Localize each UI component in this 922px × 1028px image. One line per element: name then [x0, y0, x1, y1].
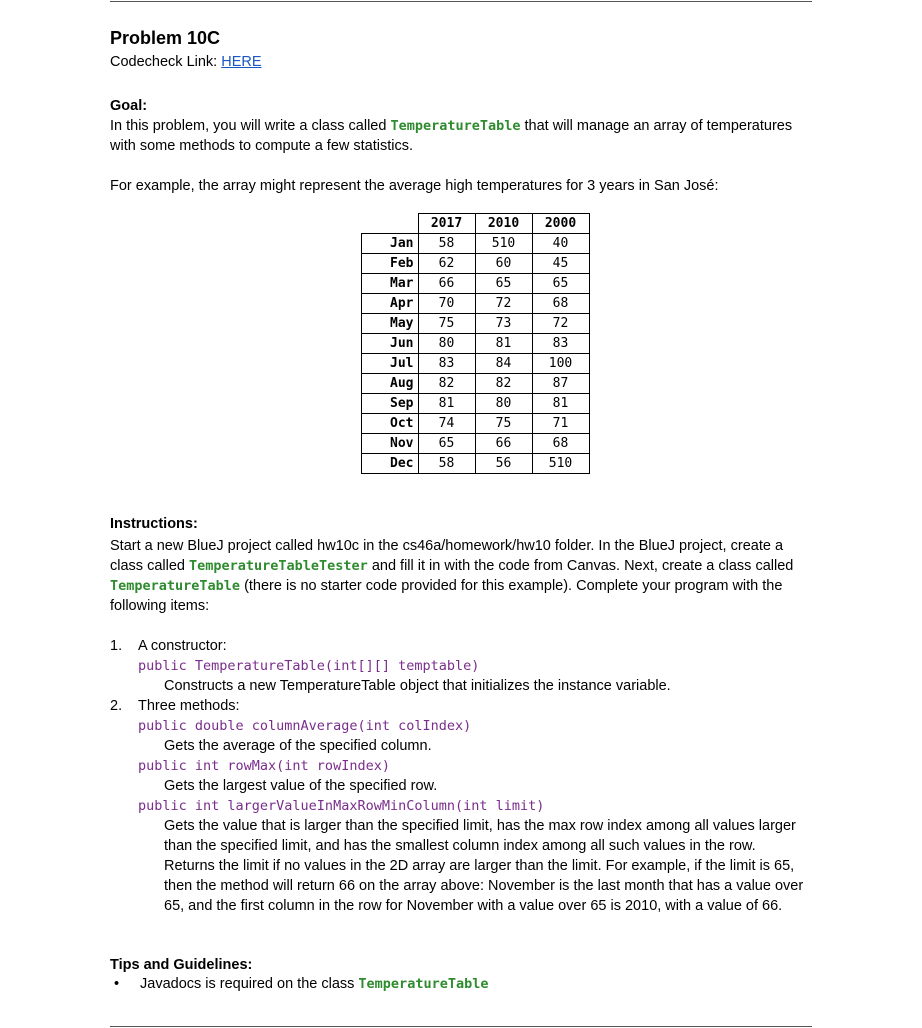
list-number: 1. [110, 638, 123, 654]
temperature-cell: 58 [418, 454, 475, 474]
month-cell: Jan [362, 234, 419, 254]
temperature-cell: 58 [418, 234, 475, 254]
table-row [362, 454, 590, 474]
top-divider [110, 1, 812, 2]
requirements-list [110, 636, 810, 916]
table-row [362, 334, 590, 354]
month-cell: Jul [362, 354, 419, 374]
month-cell: Sep [362, 394, 419, 414]
column-header: 2017 [418, 214, 475, 234]
method-description: Gets the largest value of the specified row. [164, 778, 438, 794]
temperature-cell: 510 [475, 234, 532, 254]
table-row [362, 394, 590, 414]
month-cell: May [362, 314, 419, 334]
temperature-cell: 68 [532, 434, 589, 454]
constructor-description: Constructs a new TemperatureTable object that initializes the instance variable. [164, 678, 671, 694]
temperature-cell: 62 [418, 254, 475, 274]
temperature-cell: 510 [532, 454, 589, 474]
tips-heading: Tips and Guidelines: [110, 957, 253, 973]
temperature-cell: 83 [532, 334, 589, 354]
instructions-part-1: Start a new BlueJ project called hw10c in the cs46a/homework/hw10 folder. In the BlueJ project, create a class called [110, 538, 784, 574]
month-cell: Mar [362, 274, 419, 294]
goal-text-after: that will manage an array of temperatures with some methods to compute a few statistics. [110, 118, 793, 154]
temperature-cell: 73 [475, 314, 532, 334]
temperature-cell: 87 [532, 374, 589, 394]
month-cell: Apr [362, 294, 419, 314]
temperature-cell: 80 [418, 334, 475, 354]
month-cell: Feb [362, 254, 419, 274]
instructions-part-2: and fill it in with the code from Canvas. Next, create a class called [367, 558, 794, 574]
temperature-cell: 65 [532, 274, 589, 294]
table-row [362, 414, 590, 434]
month-cell: Jun [362, 334, 419, 354]
method-description: Gets the value that is larger than the specified limit, has the max row index among all values larger than the specified limit, and has the smallest column index among all such values in the row. Returns the limit if no values in the 2D array are larger than the limit. For example, if the limit is 65, then the method will return 66 on the array above: November is the last month that has a value over 65, and the first column in the row for November with a value over 65 is 2010, with a value of 66. [164, 818, 804, 914]
codecheck-link[interactable]: HERE [221, 54, 262, 70]
bottom-divider [110, 1026, 812, 1027]
list-label: Three methods: [138, 698, 240, 714]
method-signature: public double columnAverage(int colIndex) [138, 718, 472, 734]
temperature-table [361, 213, 590, 474]
tester-class-name: TemperatureTableTester [188, 558, 368, 574]
table-corner [362, 214, 419, 234]
instructions-heading: Instructions: [110, 516, 198, 532]
temperature-cell: 75 [418, 314, 475, 334]
table-row [362, 254, 590, 274]
temperature-cell: 100 [532, 354, 589, 374]
table-row [362, 314, 590, 334]
temperature-cell: 66 [475, 434, 532, 454]
table-row [362, 274, 590, 294]
temperature-cell: 83 [418, 354, 475, 374]
temperature-cell: 60 [475, 254, 532, 274]
codecheck-label: Codecheck Link: [110, 54, 222, 70]
temperature-cell: 70 [418, 294, 475, 314]
month-cell: Nov [362, 434, 419, 454]
table-row [362, 354, 590, 374]
method-signature: public int largerValueInMaxRowMinColumn(int limit) [138, 798, 545, 814]
month-cell: Oct [362, 414, 419, 434]
goal-class-name: TemperatureTable [390, 118, 521, 134]
temperature-cell: 45 [532, 254, 589, 274]
list-number: 2. [110, 698, 123, 714]
goal-heading: Goal: [110, 98, 148, 114]
month-cell: Aug [362, 374, 419, 394]
tips-class-name: TemperatureTable [358, 976, 489, 992]
list-item [110, 696, 810, 716]
tips-list-item [114, 976, 489, 992]
list-item [110, 636, 810, 656]
temperature-cell: 71 [532, 414, 589, 434]
list-label: A constructor: [138, 638, 227, 654]
method-description: Gets the average of the specified column. [164, 738, 432, 754]
temperature-cell: 84 [475, 354, 532, 374]
temperature-cell: 81 [532, 394, 589, 414]
temperature-cell: 74 [418, 414, 475, 434]
temperature-cell: 66 [418, 274, 475, 294]
temperature-cell: 82 [475, 374, 532, 394]
temperature-cell: 65 [418, 434, 475, 454]
goal-text [110, 116, 810, 156]
table-row [362, 294, 590, 314]
temperature-cell: 81 [475, 334, 532, 354]
table-row [362, 234, 590, 254]
table-row [362, 434, 590, 454]
page-title: Problem 10C [110, 28, 221, 48]
instructions-class-name: TemperatureTable [110, 578, 241, 594]
column-header: 2000 [532, 214, 589, 234]
temperature-cell: 80 [475, 394, 532, 414]
column-header: 2010 [475, 214, 532, 234]
temperature-cell: 65 [475, 274, 532, 294]
bullet-icon: • [114, 976, 120, 992]
example-text: For example, the array might represent the average high temperatures for 3 years in San José: [110, 178, 719, 194]
temperature-cell: 72 [532, 314, 589, 334]
month-cell: Dec [362, 454, 419, 474]
table-header-row [362, 214, 590, 234]
constructor-signature: public TemperatureTable(int[][] temptable) [138, 658, 480, 674]
temperature-cell: 81 [418, 394, 475, 414]
temperature-cell: 68 [532, 294, 589, 314]
temperature-cell: 40 [532, 234, 589, 254]
codecheck-line [110, 54, 262, 70]
instructions-part-3: (there is no starter code provided for this example). Complete your program with the following items: [110, 578, 783, 614]
temperature-cell: 82 [418, 374, 475, 394]
tips-text: Javadocs is required on the class [140, 976, 359, 992]
goal-text-before: In this problem, you will write a class called [110, 118, 391, 134]
temperature-cell: 72 [475, 294, 532, 314]
method-signature: public int rowMax(int rowIndex) [138, 758, 390, 774]
instructions-text [110, 536, 810, 616]
table-row [362, 374, 590, 394]
temperature-cell: 56 [475, 454, 532, 474]
temperature-cell: 75 [475, 414, 532, 434]
